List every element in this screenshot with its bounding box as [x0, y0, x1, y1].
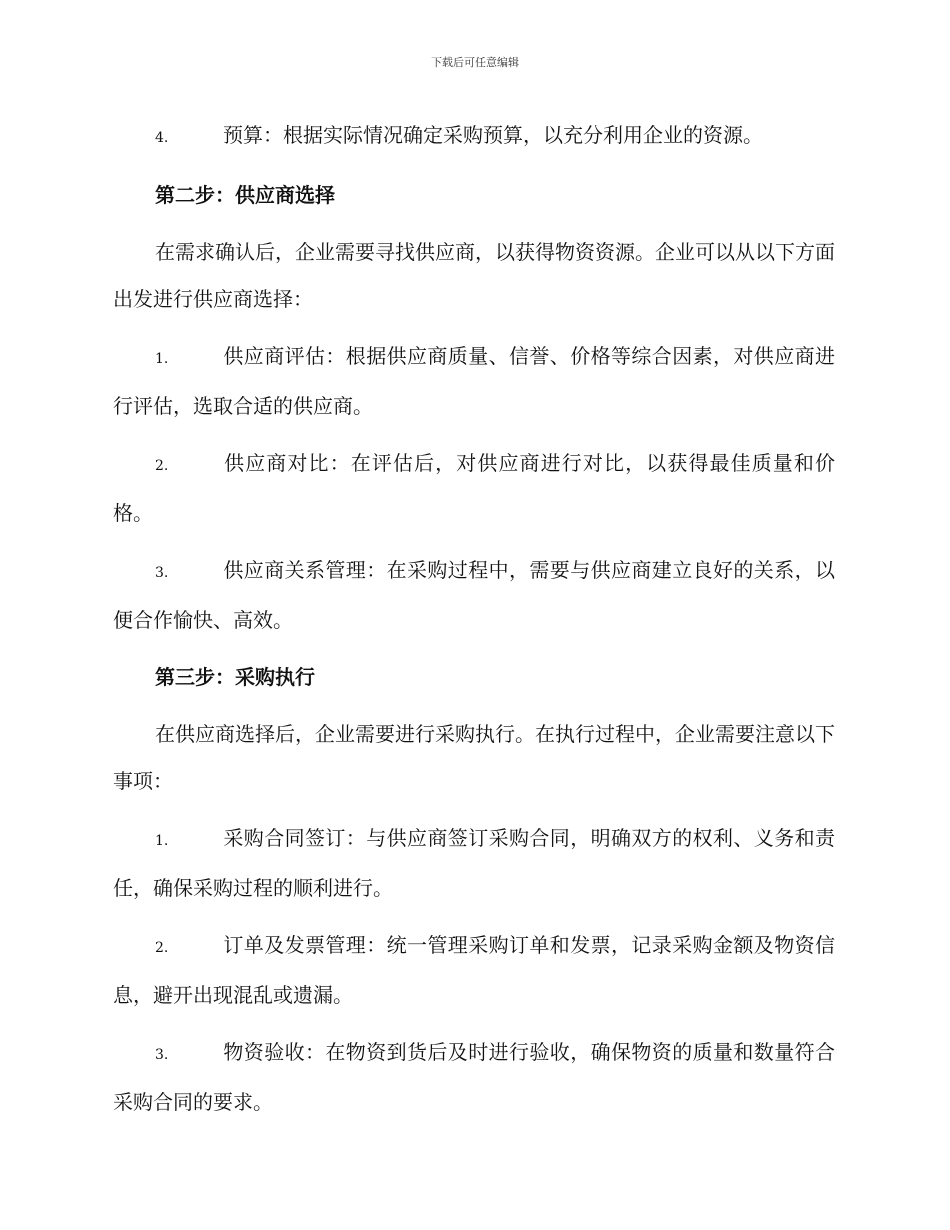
document-body — [113, 112, 835, 1136]
list-item-contract-signing — [113, 815, 835, 912]
list-item-text: 供应商评估：根据供应商质量、信誉、价格等综合因素，对供应商进行评估，选取合适的供应商。 — [113, 344, 835, 418]
paragraph-step2-intro: 在需求确认后，企业需要寻找供应商，以获得物资资源。企业可以从以下方面出发进行供应商选择： — [113, 240, 835, 311]
list-item-text: 供应商关系管理：在采购过程中，需要与供应商建立良好的关系，以便合作愉快、高效。 — [113, 558, 835, 632]
list-item-text: 供应商对比：在评估后，对供应商进行对比，以获得最佳质量和价格。 — [113, 451, 835, 525]
list-item-text: 订单及发票管理：统一管理采购订单和发票，记录采购金额及物资信息，避开出现混乱或遗漏。 — [113, 933, 835, 1007]
list-item-supplier-comparison — [113, 440, 835, 537]
list-number: 4. — [155, 130, 169, 146]
list-item-budget — [113, 112, 835, 162]
list-item-acceptance — [113, 1029, 835, 1126]
paragraph-step3-intro: 在供应商选择后，企业需要进行采购执行。在执行过程中，企业需要注意以下事项： — [113, 722, 835, 793]
list-item-text: 采购合同签订：与供应商签订采购合同，明确双方的权利、义务和责任，确保采购过程的顺利进行。 — [113, 826, 835, 900]
list-number: 3. — [155, 565, 169, 581]
list-item-text: 物资验收：在物资到货后及时进行验收，确保物资的质量和数量符合采购合同的要求。 — [113, 1040, 835, 1114]
list-item-order-invoice — [113, 922, 835, 1019]
list-item-supplier-evaluation — [113, 333, 835, 430]
list-number: 1. — [155, 351, 169, 367]
section-heading-step2: 第二步：供应商选择 — [155, 183, 335, 207]
list-item-supplier-relationship — [113, 547, 835, 644]
page-header: 下载后可任意编辑 — [431, 56, 519, 69]
list-number: 2. — [155, 940, 169, 956]
list-number: 1. — [155, 833, 169, 849]
list-number: 2. — [155, 458, 169, 474]
section-heading-step3: 第三步：采购执行 — [155, 665, 315, 689]
list-item-text: 预算：根据实际情况确定采购预算，以充分利用企业的资源。 — [223, 123, 763, 147]
list-number: 3. — [155, 1047, 169, 1063]
